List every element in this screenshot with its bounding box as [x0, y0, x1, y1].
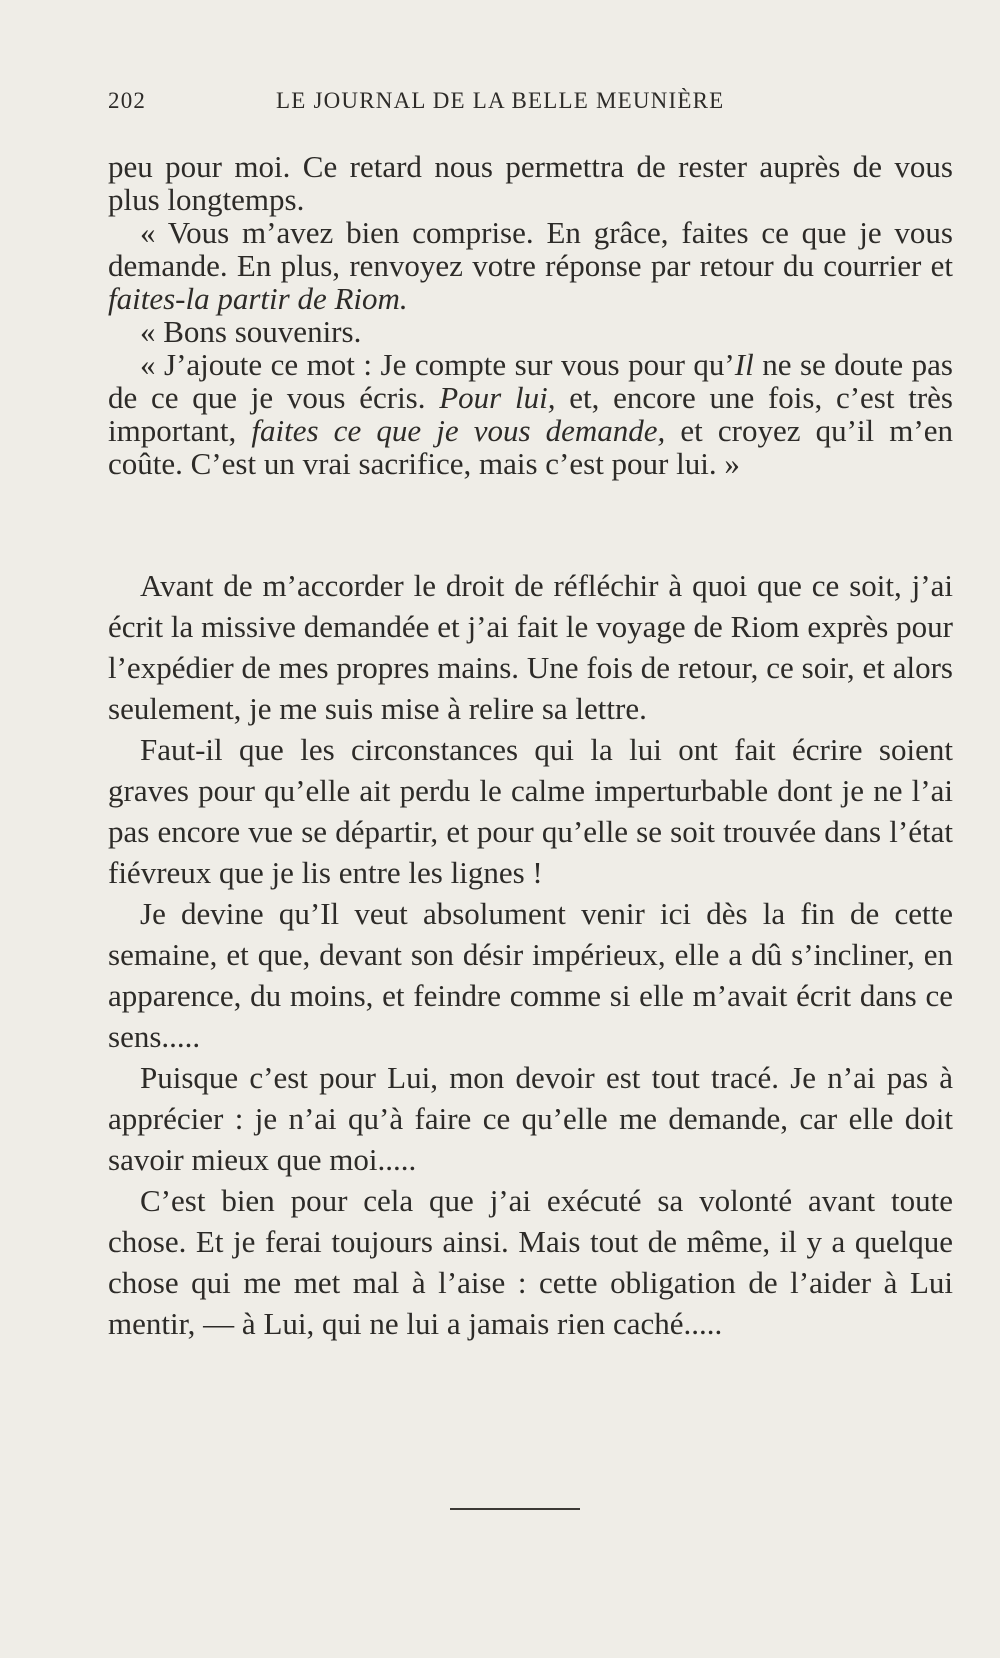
- letter-paragraph-1: peu pour moi. Ce retard nous permettra de rester auprès de vous plus longtemps.: [108, 149, 953, 217]
- letter-paragraph-4: [108, 348, 953, 480]
- letter-paragraph-4-part-d: Pour lui,: [439, 380, 556, 415]
- letter-paragraph-4-part-c: ne se doute pas de ce que je vous écris.: [108, 347, 954, 415]
- page-header: [108, 88, 968, 118]
- page-number: 202: [108, 88, 147, 113]
- body-paragraph-5: C’est bien pour cela que j’ai exécuté sa volonté avant toute chose. Et je ferai toujours ainsi. Mais tout de même, il y a quelque chose qui me met mal à l’aise : cette obligation de l’aider à Lui mentir, — à Lui, qui ne lui a jamais rien caché.....: [108, 1183, 953, 1341]
- letter-paragraph-4-part-e: et, encore une fois, c’est très important,: [108, 380, 953, 448]
- journal-text: [108, 565, 953, 1344]
- letter-paragraph-2-italic: faites-la partir de Riom.: [108, 281, 408, 316]
- body-paragraph-4: Puisque c’est pour Lui, mon devoir est tout tracé. Je n’ai pas à apprécier : je n’ai qu’à faire ce qu’elle me demande, car elle doit savoir mieux que moi.....: [108, 1060, 953, 1177]
- letter-paragraph-3: « Bons souvenirs.: [140, 314, 362, 349]
- letter-paragraph-2: [108, 216, 953, 315]
- body-paragraph-2: Faut-il que les circonstances qui la lui ont fait écrire soient graves pour qu’elle ait perdu le calme imperturbable dont je ne l’ai pas encore vue se départir, et pour qu’elle se soit trouvée dans l’état fiévreux que je lis entre les lignes !: [108, 732, 953, 890]
- body-paragraph-3: Je devine qu’Il veut absolument venir ici dès la fin de cette semaine, et que, devant son désir impérieux, elle a dû s’incliner, en apparence, du moins, et feindre comme si elle m’avait écrit dans ce sens.....: [108, 896, 953, 1054]
- quoted-letter: [108, 150, 953, 480]
- letter-paragraph-4-part-b: Il: [734, 347, 754, 382]
- letter-paragraph-4-part-g: et croyez qu’il m’en coûte. C’est un vrai sacrifice, mais c’est pour lui. »: [108, 413, 953, 481]
- letter-paragraph-4-part-f: faites ce que je vous demande,: [251, 413, 666, 448]
- body-paragraph-1: Avant de m’accorder le droit de réfléchir à quoi que ce soit, j’ai écrit la missive demandée et j’ai fait le voyage de Riom exprès pour l’expédier de mes propres mains. Une fois de retour, ce soir, et alors seulement, je me suis mise à relire sa lettre.: [108, 568, 953, 726]
- letter-paragraph-4-part-a: « J’ajoute ce mot : Je compte sur vous pour qu’: [140, 347, 735, 382]
- letter-paragraph-2-text: « Vous m’avez bien comprise. En grâce, faites ce que je vous demande. En plus, renvoyez votre réponse par retour du courrier et: [108, 215, 953, 283]
- section-separator-rule: [450, 1508, 580, 1510]
- running-title: LE JOURNAL DE LA BELLE MEUNIÈRE: [276, 88, 725, 113]
